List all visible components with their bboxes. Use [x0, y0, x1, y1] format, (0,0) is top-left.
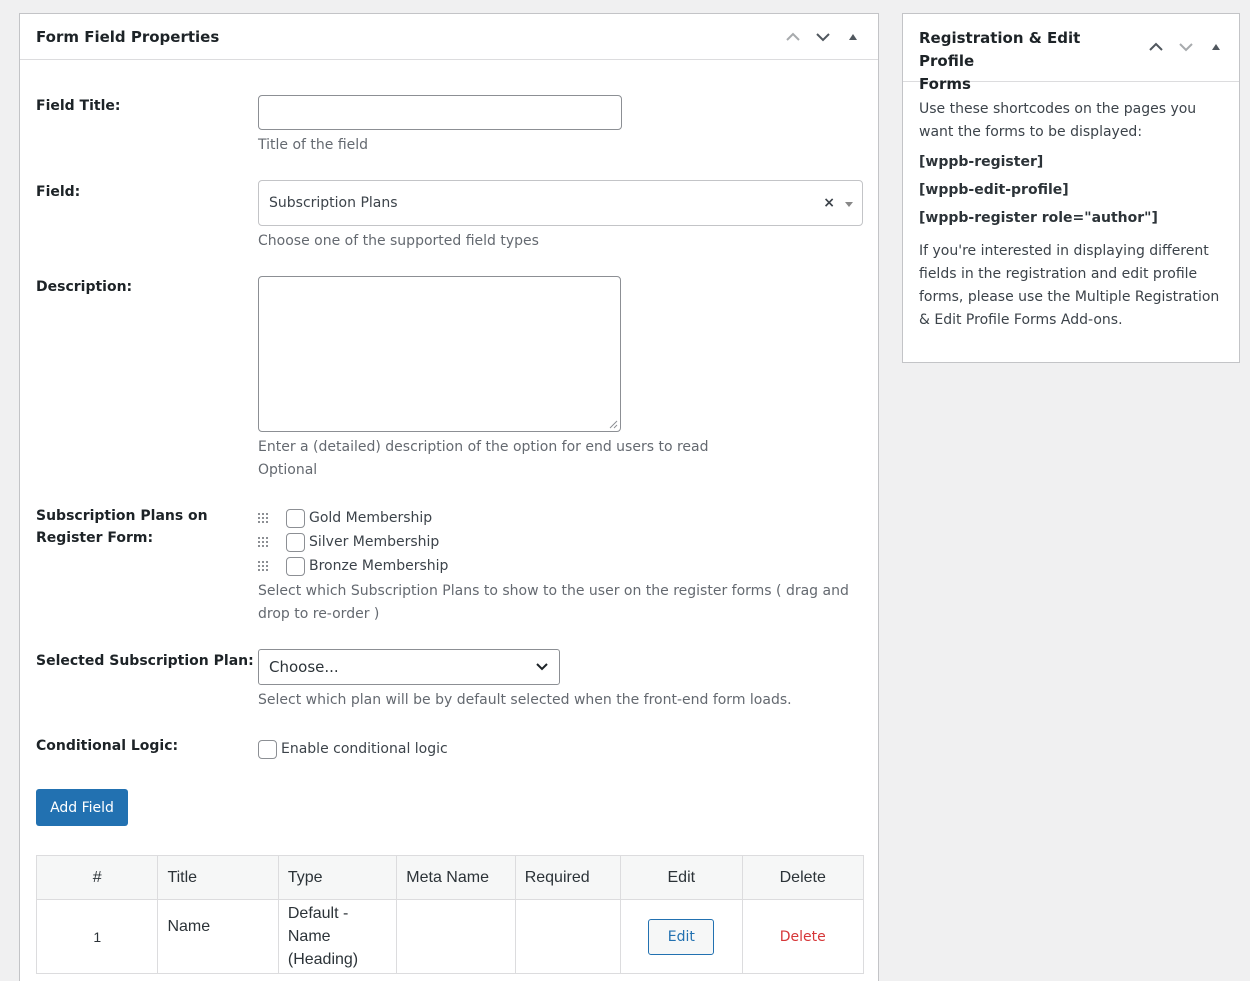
panel-title — [919, 27, 1119, 96]
move-up-icon[interactable] — [1147, 38, 1165, 56]
table-row[interactable] — [37, 900, 864, 974]
field-type-select[interactable] — [258, 180, 863, 226]
panel-title-line1: Registration & Edit Profile — [919, 29, 1081, 70]
plan-option-label: Bronze Membership — [309, 558, 449, 574]
plans-help-line1: Select which Subscription Plans to show to the user on the register forms ( drag and — [258, 583, 849, 599]
fields-table — [36, 855, 864, 974]
panel-controls — [784, 28, 862, 46]
plan-option-bronze[interactable] — [258, 555, 448, 577]
addons-note: If you're interested in displaying different fields in the registration and edit profile forms, please use the Multiple Registration & Edit Profile Forms Add-ons. — [919, 243, 1220, 328]
row-type-line2: (Heading) — [287, 951, 359, 968]
row-required — [515, 900, 620, 974]
plan-option-silver[interactable] — [258, 531, 439, 553]
field-type-label: Field: — [36, 184, 81, 200]
shortcode-register-author: [wppb-register role="author"] — [919, 210, 1158, 226]
column-type[interactable]: Type — [278, 856, 396, 900]
panel-controls — [1147, 38, 1225, 56]
description-label: Description: — [36, 279, 133, 295]
row-meta-name — [397, 900, 515, 974]
plan-checkbox[interactable] — [286, 533, 305, 552]
row-title: Name — [158, 900, 278, 974]
column-edit: Edit — [621, 856, 742, 900]
conditional-logic-option[interactable] — [258, 738, 448, 760]
selected-plan-select[interactable] — [258, 649, 560, 685]
shortcode-edit-profile: [wppb-edit-profile] — [919, 182, 1069, 198]
move-down-icon[interactable] — [814, 28, 832, 46]
table-header-row — [37, 856, 864, 900]
conditional-logic-text: Enable conditional logic — [281, 741, 448, 757]
field-title-label: Field Title: — [36, 98, 121, 114]
plan-option-label: Gold Membership — [309, 510, 433, 526]
description-textarea[interactable] — [258, 276, 621, 432]
column-number[interactable]: # — [37, 856, 158, 900]
drag-handle-icon[interactable] — [258, 561, 272, 571]
plan-option-label: Silver Membership — [309, 534, 440, 550]
plans-label-line1: Subscription Plans on — [36, 508, 208, 524]
form-field-properties-panel — [19, 13, 879, 981]
plan-option-gold[interactable] — [258, 507, 432, 529]
plan-checkbox[interactable] — [286, 557, 305, 576]
description-help: Enter a (detailed) description of the option for end users to read — [258, 439, 709, 455]
panel-header — [20, 14, 878, 60]
row-type-line1: Default - Name — [287, 905, 349, 945]
conditional-logic-label: Conditional Logic: — [36, 738, 179, 754]
chevron-down-icon — [535, 660, 549, 674]
edit-button[interactable]: Edit — [648, 919, 714, 955]
field-title-help: Title of the field — [258, 137, 369, 153]
row-edit-cell — [621, 900, 742, 974]
panel-body — [903, 82, 1239, 355]
column-title[interactable]: Title — [158, 856, 278, 900]
selected-plan-value: Choose... — [269, 658, 339, 676]
shortcodes-panel — [902, 13, 1240, 363]
shortcode-register: [wppb-register] — [919, 154, 1044, 170]
clear-selection-icon[interactable]: × — [823, 195, 835, 211]
column-delete: Delete — [742, 856, 863, 900]
field-type-help: Choose one of the supported field types — [258, 233, 539, 249]
row-number: 1 — [37, 900, 158, 974]
column-required[interactable]: Required — [515, 856, 620, 900]
field-type-value: Subscription Plans — [269, 195, 398, 211]
shortcodes-intro: Use these shortcodes on the pages you want the forms to be displayed: — [919, 101, 1197, 140]
row-type — [278, 900, 396, 974]
row-delete-cell — [742, 900, 863, 974]
drag-handle-icon[interactable] — [258, 513, 272, 523]
panel-title-line2: Forms — [919, 75, 971, 93]
panel-header — [903, 14, 1239, 93]
column-meta-name[interactable]: Meta Name — [397, 856, 515, 900]
plans-help-line2: drop to re-order ) — [258, 606, 380, 622]
field-title-input[interactable] — [258, 95, 622, 130]
add-field-button[interactable]: Add Field — [36, 789, 128, 826]
plans-label-line2: Register Form: — [36, 530, 154, 546]
collapse-toggle-icon[interactable] — [1207, 38, 1225, 56]
delete-link[interactable]: Delete — [779, 928, 826, 945]
plan-checkbox[interactable] — [286, 509, 305, 528]
collapse-toggle-icon[interactable] — [844, 28, 862, 46]
dropdown-arrow-icon — [845, 202, 853, 207]
conditional-logic-checkbox[interactable] — [258, 740, 277, 759]
drag-handle-icon[interactable] — [258, 537, 272, 547]
move-up-icon[interactable] — [784, 28, 802, 46]
panel-title: Form Field Properties — [36, 28, 220, 46]
selected-plan-label: Selected Subscription Plan: — [36, 653, 254, 669]
resize-grip-icon[interactable] — [608, 419, 618, 429]
description-optional: Optional — [258, 462, 318, 478]
move-down-icon[interactable] — [1177, 38, 1195, 56]
selected-plan-help: Select which plan will be by default selected when the front-end form loads. — [258, 692, 792, 708]
